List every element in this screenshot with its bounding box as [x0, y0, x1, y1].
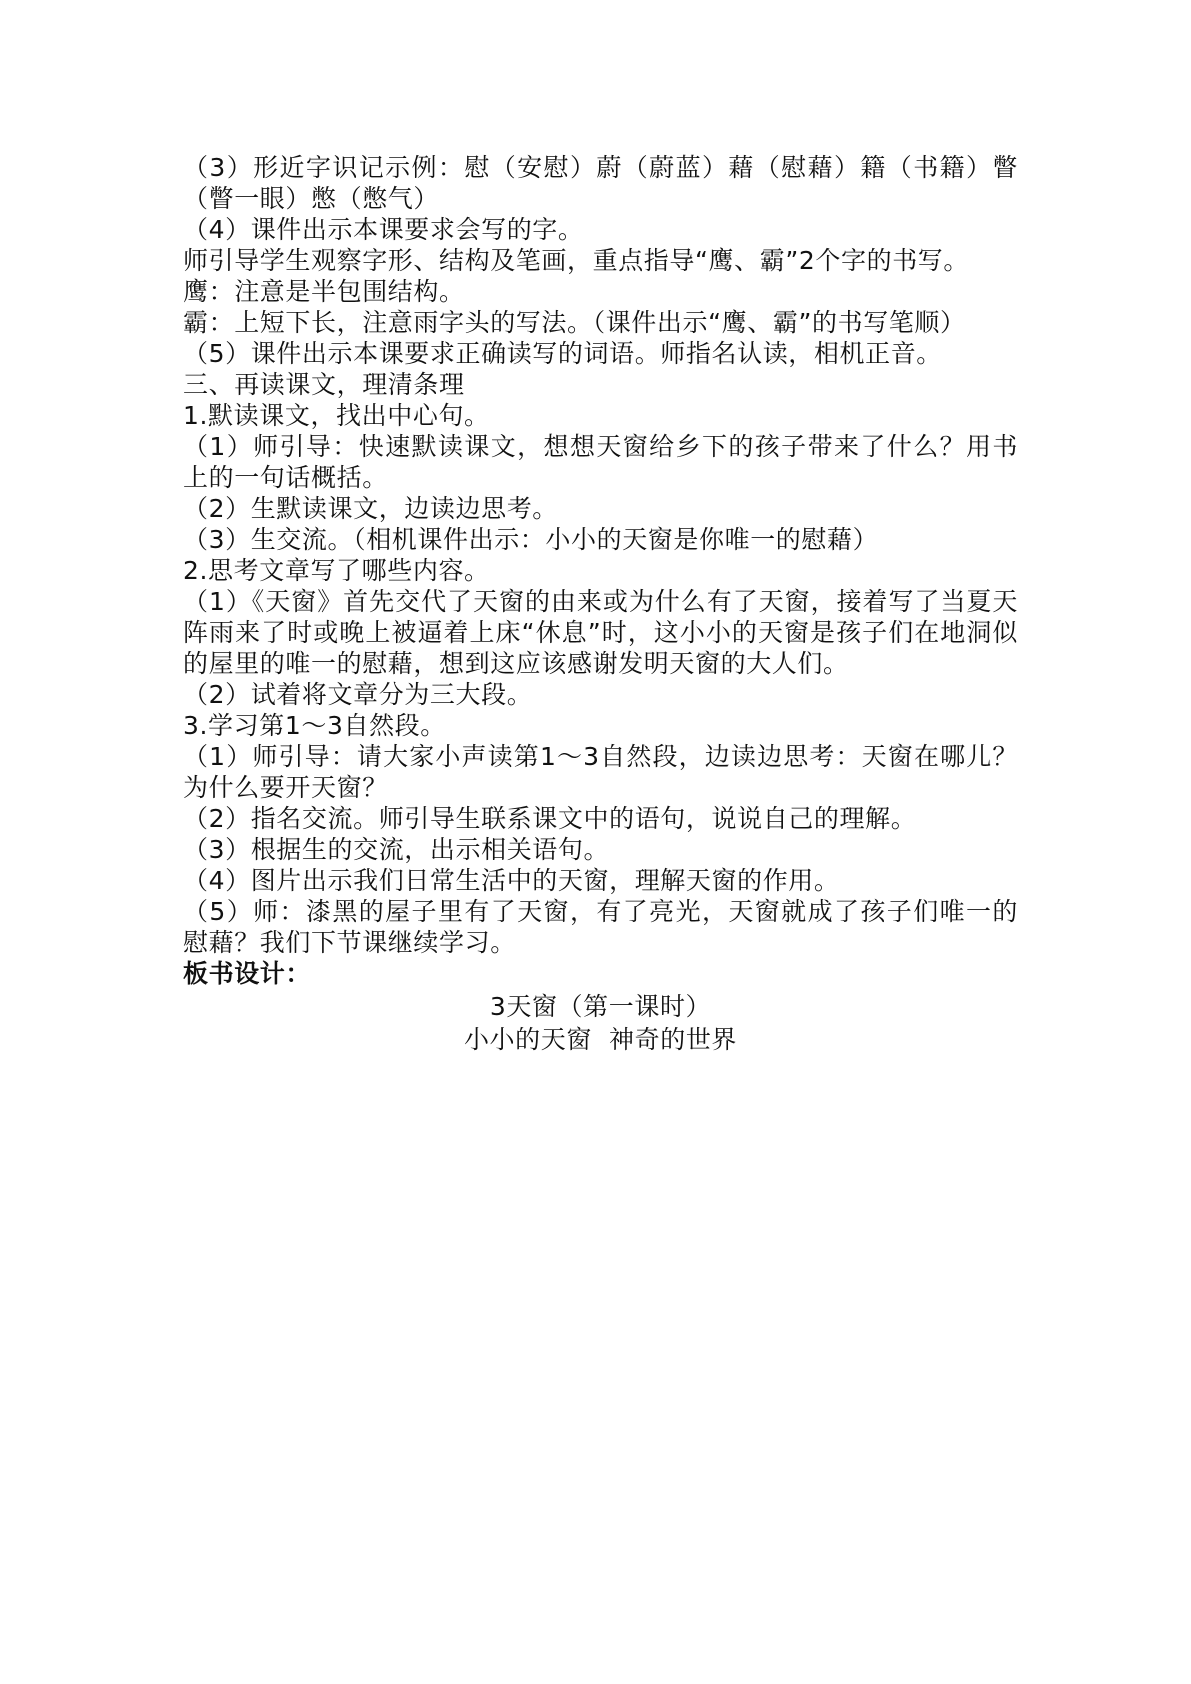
board-design-heading: 板书设计： — [183, 959, 312, 988]
paragraph: （1）师引导：快速默读课文，想想天窗给乡下的孩子带来了什么？用书上的一句话概括。 — [183, 432, 1018, 492]
paragraph: （1）师引导：请大家小声读第1～3自然段，边读边思考：天窗在哪儿？为什么要开天窗？ — [183, 742, 1018, 802]
paragraph: 3.学习第1～3自然段。 — [183, 711, 446, 740]
paragraph: （2）试着将文章分为三大段。 — [183, 680, 533, 709]
document-body — [183, 152, 1018, 1055]
paragraph: （2）指名交流。师引导生联系课文中的语句，说说自己的理解。 — [183, 804, 917, 833]
paragraph: 2.思考文章写了哪些内容。 — [183, 556, 490, 585]
paragraph: （4）图片出示我们日常生活中的天窗，理解天窗的作用。 — [183, 866, 840, 895]
board-line: 小小的天窗 神奇的世界 — [463, 1025, 738, 1054]
paragraph: （4）课件出示本课要求会写的字。 — [183, 215, 584, 244]
section-heading: 三、再读课文，理清条理 — [183, 370, 465, 399]
paragraph: （5）课件出示本课要求正确读写的词语。师指名认读，相机正音。 — [183, 339, 942, 368]
paragraph: （3）根据生的交流，出示相关语句。 — [183, 835, 610, 864]
paragraph: （3）生交流。（相机课件出示：小小的天窗是你唯一的慰藉） — [183, 525, 879, 554]
paragraph: 鹰：注意是半包围结构。 — [183, 277, 465, 306]
paragraph: 1.默读课文，找出中心句。 — [183, 401, 490, 430]
paragraph: （2）生默读课文，边读边思考。 — [183, 494, 558, 523]
paragraph: 霸：上短下长，注意雨字头的写法。（课件出示“鹰、霸”的书写笔顺） — [183, 308, 966, 337]
board-title: 3天窗（第一课时） — [489, 992, 712, 1021]
paragraph: （5）师：漆黑的屋子里有了天窗，有了亮光，天窗就成了孩子们唯一的慰藉？我们下节课继续学习。 — [183, 897, 1018, 957]
paragraph: 师引导学生观察字形、结构及笔画，重点指导“鹰、霸”2个字的书写。 — [183, 246, 970, 275]
paragraph: （3）形近字识记示例：慰（安慰）蔚（蔚蓝）藉（慰藉）籍（书籍）瞥（瞥一眼）憋（憋气） — [183, 153, 1018, 213]
paragraph: （1）《天窗》首先交代了天窗的由来或为什么有了天窗，接着写了当夏天阵雨来了时或晚上被逼着上床“休息”时，这小小的天窗是孩子们在地洞似的屋里的唯一的慰藉，想到这应该感谢发明天窗的大人们。 — [183, 587, 1018, 678]
